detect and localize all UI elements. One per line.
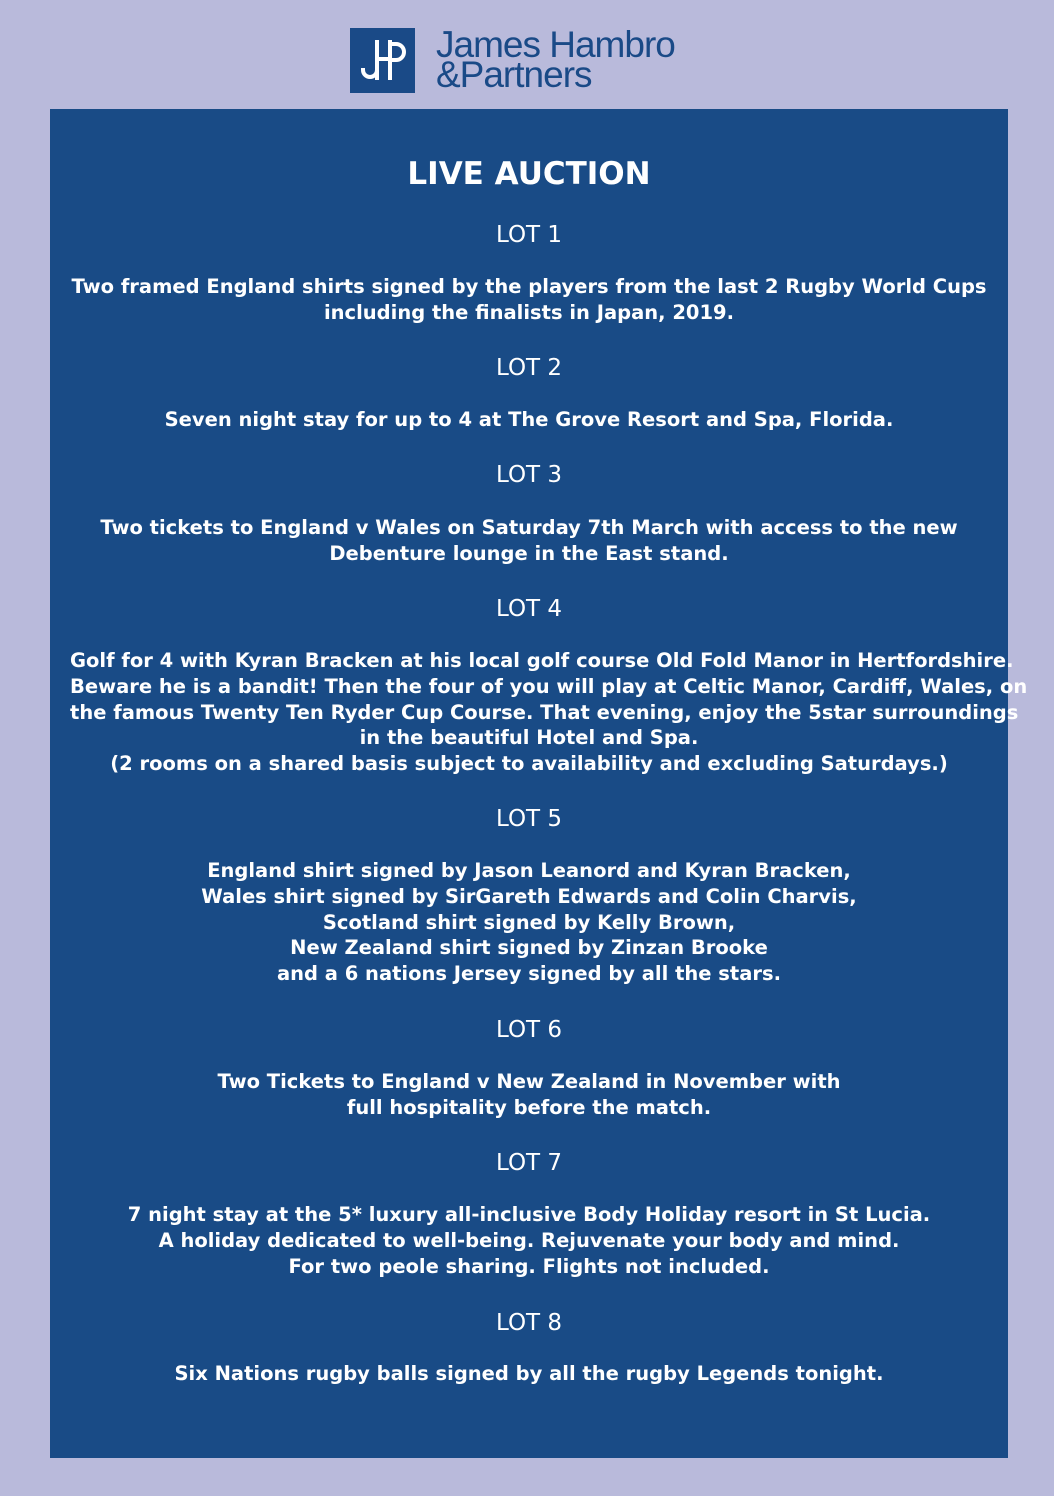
auction-panel [50,109,1028,1458]
company-logo [350,24,675,95]
lot-4-line: the famous Twenty Ten Ryder Cup Course. That evening, enjoy the 5star surroundings [70,700,1019,724]
lot-6-line: Two Tickets to England v New Zealand in November with [217,1070,841,1093]
lot-5-line: New Zealand shirt signed by Zinzan Brooke [290,936,768,960]
lot-1-line: including the finalists in Japan, 2019. [323,300,734,324]
lot-4-description [70,648,1028,777]
lot-3-heading: LOT 3 [495,462,563,488]
lot-5-description [70,858,988,987]
lot-5-heading: LOT 5 [495,806,563,832]
lot-7-line: A holiday dedicated to well-being. Rejuvenate your body and mind. [158,1228,900,1252]
lot-3-line: Two tickets to England v Wales on Saturday 7th March with access to the new [100,516,958,539]
lot-3-description [70,515,988,567]
lot-7-line: 7 night stay at the 5* luxury all-inclusive Body Holiday resort in St Lucia. [127,1203,931,1226]
logo-line-1: James Hambro [436,24,675,65]
lot-4-line: in the beautiful Hotel and Spa. [359,726,699,750]
logo-wordmark [436,24,675,95]
logo-line-2: &Partners [436,54,592,95]
logo-monogram-icon [350,28,415,93]
lot-7-description [70,1202,988,1279]
lot-5-line: England shirt signed by Jason Leanord and Kyran Bracken, [207,859,851,882]
lot-2-heading: LOT 2 [495,355,563,381]
lot-4-line: Beware he is a bandit! Then the four of you will play at Celtic Manor, Cardiff, Wales, on [70,674,1028,698]
lot-5-line: and a 6 nations Jersey signed by all the stars. [276,962,782,986]
lot-5-line: Scotland shirt signed by Kelly Brown, [322,910,736,934]
page-title: LIVE AUCTION [407,156,651,192]
lot-2-line: Seven night stay for up to 4 at The Grove Resort and Spa, Florida. [164,408,894,431]
lot-5-line: Wales shirt signed by SirGareth Edwards and Colin Charvis, [201,884,857,908]
lot-7-line: For two peole sharing. Flights not included. [288,1254,770,1278]
lot-8-line: Six Nations rugby balls signed by all the rugby Legends tonight. [174,1362,884,1385]
lot-7-heading: LOT 7 [495,1150,563,1176]
lot-4-line: (2 rooms on a shared basis subject to availability and excluding Saturdays.) [110,752,948,776]
lot-4-heading: LOT 4 [495,596,563,622]
lot-3-line: Debenture lounge in the East stand. [329,541,729,565]
lot-2-description [70,407,988,433]
lot-4-line: Golf for 4 with Kyran Bracken at his local golf course Old Fold Manor in Hertfordshire. [70,649,1014,672]
lot-1-heading: LOT 1 [495,222,563,248]
lot-6-line: full hospitality before the match. [346,1095,712,1119]
lot-1-description [70,274,988,326]
lot-8-heading: LOT 8 [495,1310,563,1336]
lot-6-description [70,1069,988,1121]
lot-6-heading: LOT 6 [495,1017,563,1043]
lot-8-description [70,1361,988,1387]
lot-1-line: Two framed England shirts signed by the players from the last 2 Rugby World Cups [71,275,987,298]
